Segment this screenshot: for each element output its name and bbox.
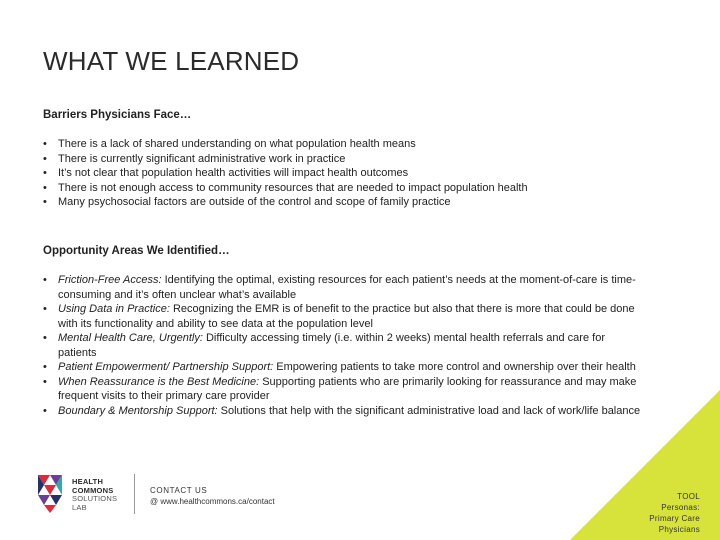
list-item (43, 302, 643, 331)
tool-label-line: Personas: (661, 503, 700, 512)
list-item (43, 331, 643, 360)
item-lead: Friction-Free Access: (58, 274, 162, 286)
tool-label-line: Physicians (658, 525, 700, 534)
list-item: • Many psychosocial factors are outside of the control and scope of family practice (43, 195, 643, 210)
tool-label (620, 491, 700, 535)
tool-label-line: TOOL (677, 492, 700, 501)
item-text: Supporting patients who are primarily looking for reassurance and may make frequent visits to their primary care provider (58, 375, 637, 402)
page-title: WHAT WE LEARNED (43, 46, 300, 76)
opportunities-list (43, 273, 643, 418)
item-text: Identifying the optimal, existing resources for each patient’s needs at the moment-of-care is time-consuming and it’s often unclear what’s available (58, 274, 636, 301)
logo-line: COMMONS (72, 485, 114, 495)
list-item (43, 360, 643, 375)
item-text: Empowering patients to take more control and ownership over their health (273, 361, 636, 373)
list-item: • There is currently significant administrative work in practice (43, 152, 643, 167)
list-item: • It’s not clear that population health activities will impact health outcomes (43, 166, 643, 181)
barriers-heading: Barriers Physicians Face… (43, 109, 192, 121)
item-text: Difficulty accessing timely (i.e. within 2 weeks) mental health referrals and care for patients (58, 332, 605, 359)
list-item: • There is not enough access to community resources that are needed to impact population health (43, 181, 643, 196)
footer-divider (134, 474, 135, 514)
logo-line: LAB (72, 502, 87, 512)
item-lead: Boundary & Mentorship Support: (58, 404, 218, 417)
barriers-list (43, 137, 643, 210)
item-lead: When Reassurance is the Best Medicine: (58, 375, 260, 388)
logo-wordmark (72, 478, 117, 512)
list-item (43, 404, 643, 419)
contact-link[interactable]: @ www.healthcommons.ca/contact (150, 497, 275, 506)
logo-line: SOLUTIONS (72, 494, 118, 503)
item-lead: Patient Empowerment/ Partnership Support: (58, 361, 274, 373)
list-item (43, 273, 643, 302)
list-item (43, 375, 643, 404)
list-item: • There is a lack of shared understanding on what population health means (43, 137, 643, 152)
item-lead: Using Data in Practice: (58, 303, 170, 315)
tool-label-line: Primary Care (649, 514, 700, 523)
opportunities-heading: Opportunity Areas We Identified… (43, 245, 230, 257)
item-lead: Mental Health Care, Urgently: (58, 332, 203, 344)
item-text: Solutions that help with the significant administrative load and lack of work/life balance (217, 404, 641, 417)
contact-label: CONTACT US (150, 486, 208, 495)
item-text: Recognizing the EMR is of benefit to the practice but also that there is more that could be done with its functionality and ability to see data at the population level (58, 303, 635, 330)
logo-line: HEALTH (72, 477, 104, 486)
